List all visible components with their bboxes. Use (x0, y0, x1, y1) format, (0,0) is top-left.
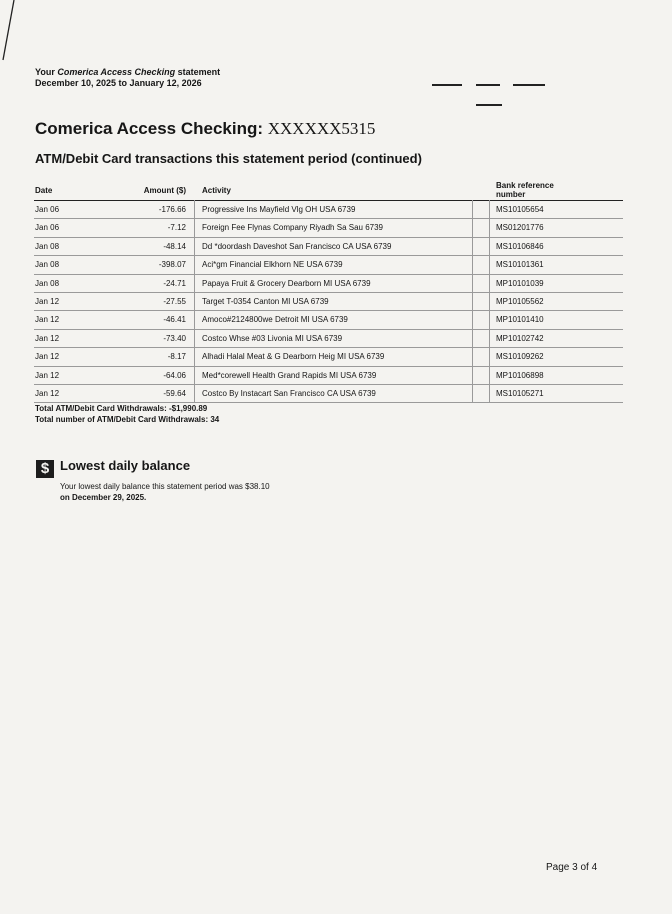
cell-activity: Dd *doordash Daveshot San Francisco CA USA 6739 (202, 241, 392, 251)
cell-date: Jan 06 (35, 223, 60, 233)
cell-reference: MS10101361 (496, 260, 544, 270)
cell-reference: MP10101410 (496, 315, 544, 325)
header-mark-2 (476, 84, 500, 86)
cell-date: Jan 08 (35, 260, 60, 270)
cell-amount: -48.14 (163, 241, 186, 251)
statement-header (35, 67, 220, 89)
cell-reference: MP10106898 (496, 370, 544, 380)
cell-reference: MP10101039 (496, 278, 544, 288)
page-number: Page 3 of 4 (546, 862, 598, 873)
cell-amount: -64.06 (163, 370, 186, 380)
cell-amount: -59.64 (163, 388, 186, 398)
cell-date: Jan 06 (35, 205, 60, 214)
cell-activity: Costco Whse #03 Livonia MI USA 6739 (202, 333, 343, 343)
table-row (34, 201, 623, 219)
table-row (34, 275, 623, 293)
cell-activity: Costco By Instacart San Francisco CA USA 6739 (202, 388, 376, 398)
total-withdrawal-count: Total number of ATM/Debit Card Withdrawals: 34 (35, 415, 220, 424)
statement-period: December 10, 2025 to January 12, 2026 (35, 78, 202, 88)
cell-date: Jan 12 (35, 352, 60, 362)
cell-date: Jan 12 (35, 370, 60, 380)
column-divider (194, 200, 195, 403)
cell-amount: -27.55 (163, 296, 186, 306)
cell-date: Jan 12 (35, 388, 60, 398)
cell-activity: Progressive Ins Mayfield Vlg OH USA 6739 (202, 205, 356, 214)
lowest-balance-title: Lowest daily balance (60, 458, 191, 473)
statement-header-line1: Your Comerica Access Checking statement (35, 67, 221, 77)
cell-amount: -24.71 (163, 278, 186, 288)
cell-reference: MS10105271 (496, 388, 544, 398)
cell-reference: MS10105654 (496, 205, 544, 214)
cell-amount: -73.40 (163, 333, 186, 343)
total-withdrawals: Total ATM/Debit Card Withdrawals: -$1,990.89 (35, 404, 208, 413)
cell-activity: Alhadi Halal Meat & G Dearborn Heig MI USA 6739 (202, 352, 385, 362)
cell-reference: MS10106846 (496, 241, 544, 251)
dollar-icon: $ (36, 460, 54, 478)
column-divider (489, 200, 490, 403)
header-mark-3 (513, 84, 545, 86)
table-row (34, 385, 623, 403)
cell-amount: -7.12 (167, 223, 186, 233)
transactions-table (34, 168, 623, 403)
table-row (34, 256, 623, 274)
fold-mark (0, 0, 30, 70)
cell-amount: -8.17 (167, 352, 186, 362)
header-mark-1 (432, 84, 462, 86)
cell-amount: -398.07 (158, 260, 186, 270)
table-row (34, 219, 623, 237)
cell-date: Jan 08 (35, 241, 60, 251)
totals (35, 403, 219, 425)
table-body (34, 201, 623, 403)
cell-amount: -176.66 (158, 205, 186, 214)
table-header (34, 168, 623, 201)
cell-activity: Papaya Fruit & Grocery Dearborn MI USA 6739 (202, 278, 371, 288)
column-header-activity: Activity (202, 186, 231, 195)
column-header-reference: Bank reference number (496, 181, 554, 199)
cell-activity: Aci*gm Financial Elkhorn NE USA 6739 (202, 260, 343, 270)
column-header-amount: Amount ($) (143, 186, 186, 195)
lowest-balance-text: Your lowest daily balance this statement period was $38.10 on December 29, 2025. (60, 482, 270, 502)
cell-activity: Med*corewell Health Grand Rapids MI USA 6739 (202, 370, 377, 380)
table-row (34, 330, 623, 348)
cell-reference: MP10105562 (496, 296, 544, 306)
cell-reference: MP10102742 (496, 333, 544, 343)
table-row (34, 293, 623, 311)
account-title: Comerica Access Checking: XXXXXX5315 (35, 119, 376, 138)
cell-date: Jan 12 (35, 315, 60, 325)
table-row (34, 367, 623, 385)
table-row (34, 238, 623, 256)
column-divider (472, 200, 473, 403)
column-header-date: Date (35, 186, 53, 195)
header-mark-4 (476, 104, 502, 106)
table-row (34, 311, 623, 329)
cell-reference: MS10109262 (496, 352, 544, 362)
cell-date: Jan 08 (35, 278, 60, 288)
account-number: XXXXXX5315 (267, 119, 376, 138)
cell-activity: Foreign Fee Flynas Company Riyadh Sa Sau 6739 (202, 223, 383, 233)
cell-activity: Target T-0354 Canton MI USA 6739 (202, 296, 329, 306)
cell-date: Jan 12 (35, 296, 60, 306)
table-row (34, 348, 623, 366)
section-title: ATM/Debit Card transactions this statement period (continued) (35, 151, 422, 166)
cell-reference: MS01201776 (496, 223, 544, 233)
cell-date: Jan 12 (35, 333, 60, 343)
cell-amount: -46.41 (163, 315, 186, 325)
cell-activity: Amoco#2124800we Detroit MI USA 6739 (202, 315, 348, 325)
